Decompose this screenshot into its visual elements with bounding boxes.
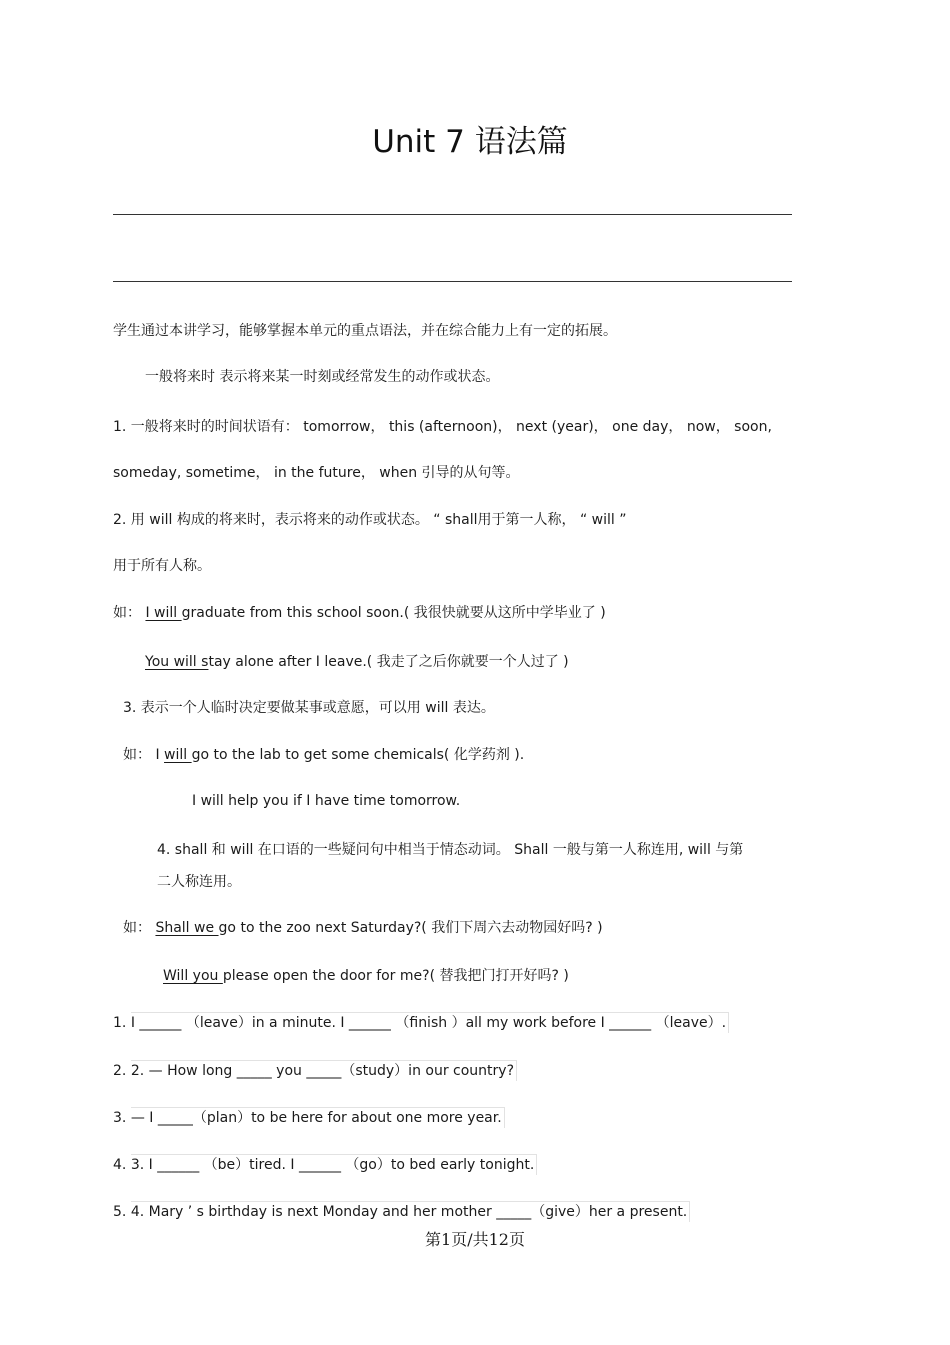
intro-text: 学生通过本讲学习，能够掌握本单元的重点语法，并在综合能力上有一定的拓展。 [113,323,617,339]
exercise-number: 2. [113,1063,131,1079]
exercise-text: — I _____（plan）to be here for about one more year. [131,1107,505,1128]
example-prefix: 如： [113,605,146,621]
exercise-item [113,1201,690,1221]
example-4b [163,965,569,985]
exercise-number: 1. [113,1015,131,1031]
example-rest: go to the zoo next Saturday?( 我们下周六去动物园好吗? ) [218,920,603,936]
exercise-item [113,1012,729,1032]
underlined-phrase: I will [145,605,182,621]
example-3a [123,744,524,764]
point1-line1: 1. 一般将来时的时间状语有： tomorrow， this (afternoon)， next (year)， one day， now， soon, [113,419,772,435]
underlined-phrase: will [164,747,192,763]
example-rest: go to the lab to get some chemicals( 化学药剂 ). [191,747,525,763]
example-rest: tay alone after I leave.( 我走了之后你就要一个人过了 ) [208,654,569,670]
example-rest: please open the door for me?( 替我把门打开好吗? ) [222,968,569,984]
underlined-phrase: You will s [145,654,209,670]
exercise-number: 4. [113,1157,131,1173]
exercise-item [113,1154,537,1174]
exercise-number: 3. [113,1110,131,1126]
blank-line-2 [113,281,792,282]
example-prefix: 如： I [123,747,165,763]
point2-line2: 用于所有人称。 [113,558,211,574]
example-2a [113,602,606,622]
exercise-text: 4. Mary ’ s birthday is next Monday and her mother _____（give）her a present. [131,1201,690,1222]
point4-line2: 二人称连用。 [157,874,241,890]
underlined-phrase: Shall we [155,920,219,936]
example-3b: I will help you if I have time tomorrow. [192,793,461,809]
exercise-text: 2. — How long _____ you _____（study）in our country? [131,1060,517,1081]
example-2b [145,651,569,671]
blank-line-1 [113,214,792,215]
point3: 3. 表示一个人临时决定要做某事或意愿，可以用 will 表达。 [123,700,495,716]
page-title: Unit 7 语法篇 [372,124,568,160]
point2-line1: 2. 用 will 构成的将来时，表示将来的动作或状态。 “ shall用于第一人称， “ will ” [113,512,627,528]
exercise-number: 5. [113,1204,131,1220]
point1-line2: someday, sometime， in the future， when 引导的从句等。 [113,465,520,481]
exercise-item [113,1060,517,1080]
point4-line1: 4. shall 和 will 在口语的一些疑问句中相当于情态动词。 Shall 一般与第一人称连用, will 与第 [157,842,744,858]
example-prefix: 如： [123,920,156,936]
exercise-text: I ______ （leave）in a minute. I ______ （finish ）all my work before I ______ （leave）. [131,1012,729,1033]
example-rest: graduate from this school soon.( 我很快就要从这所中学毕业了 ) [181,605,606,621]
exercise-item [113,1107,505,1127]
page-footer: 第1页/共12页 [425,1230,525,1249]
exercise-text: 3. I ______ （be）tired. I ______ （go）to bed early tonight. [131,1154,537,1175]
underlined-phrase: Will you [163,968,223,984]
example-4a [123,917,603,937]
section-heading: 一般将来时 表示将来某一时刻或经常发生的动作或状态。 [145,369,500,385]
